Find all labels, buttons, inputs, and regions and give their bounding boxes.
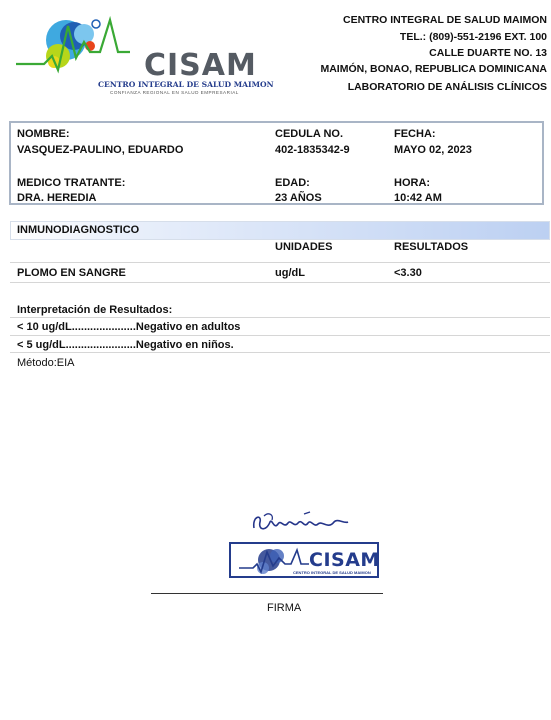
units-column-header: UNIDADES — [275, 241, 333, 253]
patient-age: 23 AÑOS — [275, 192, 322, 204]
doctor-label: MEDICO TRATANTE: — [17, 177, 126, 189]
interpretation-range: < 10 ug/dL — [17, 321, 72, 333]
section-header — [10, 221, 550, 240]
org-phone: TEL.: (809)-551-2196 EXT. 100 — [399, 31, 547, 43]
patient-name: VASQUEZ-PAULINO, EDUARDO — [17, 144, 184, 156]
logo-full-name: CENTRO INTEGRAL DE SALUD MAIMON — [98, 80, 274, 89]
stamp-brand-text: CISAM — [309, 549, 380, 571]
doctor-name: DRA. HEREDIA — [17, 192, 97, 204]
divider — [10, 335, 550, 336]
patient-name-label: NOMBRE: — [17, 128, 70, 140]
cisam-logo — [14, 12, 274, 95]
org-name: CENTRO INTEGRAL DE SALUD MAIMON — [343, 14, 547, 26]
interpretation-line — [17, 321, 240, 333]
section-title: INMUNODIAGNOSTICO — [17, 224, 140, 236]
logo-tagline: CONFIANZA REGIONAL EN SALUD EMPRESARIAL — [110, 90, 239, 95]
report-date: MAYO 02, 2023 — [394, 144, 472, 156]
age-label: EDAD: — [275, 177, 310, 189]
interpretation-meaning: Negativo en adultos — [135, 321, 241, 333]
interpretation-line — [17, 339, 234, 351]
divider — [10, 317, 550, 318]
signature-line — [151, 593, 383, 594]
interpretation-title: Interpretación de Resultados: — [17, 304, 173, 316]
interpretation-dots: ....................... — [65, 339, 136, 351]
cisam-emblem-icon — [14, 12, 144, 86]
divider — [10, 282, 550, 283]
logo-brand-text: CISAM — [144, 48, 257, 83]
test-result: <3.30 — [394, 267, 422, 279]
divider — [10, 352, 550, 353]
interpretation-range: < 5 ug/dL — [17, 339, 66, 351]
results-column-header: RESULTADOS — [394, 241, 469, 253]
interpretation-dots: ..................... — [71, 321, 136, 333]
report-time: 10:42 AM — [394, 192, 442, 204]
report-date-label: FECHA: — [394, 128, 436, 140]
interpretation-meaning: Negativo en niños. — [135, 339, 234, 351]
time-label: HORA: — [394, 177, 431, 189]
handwritten-signature — [248, 508, 352, 538]
test-name: PLOMO EN SANGRE — [17, 267, 126, 279]
org-street: CALLE DUARTE NO. 13 — [429, 47, 547, 59]
divider — [10, 262, 550, 263]
cisam-stamp — [229, 542, 379, 578]
lab-department: LABORATORIO DE ANÁLISIS CLÍNICOS — [347, 81, 547, 93]
stamp-subtitle: CENTRO INTEGRAL DE SALUD MAIMON — [293, 570, 371, 575]
patient-id: 402-1835342-9 — [275, 144, 350, 156]
test-units: ug/dL — [275, 267, 305, 279]
signature-label: FIRMA — [267, 602, 302, 614]
method-text: Método:EIA — [17, 357, 75, 369]
org-city: MAIMÓN, BONAO, REPUBLICA DOMINICANA — [320, 63, 547, 75]
patient-id-label: CEDULA NO. — [275, 128, 344, 140]
